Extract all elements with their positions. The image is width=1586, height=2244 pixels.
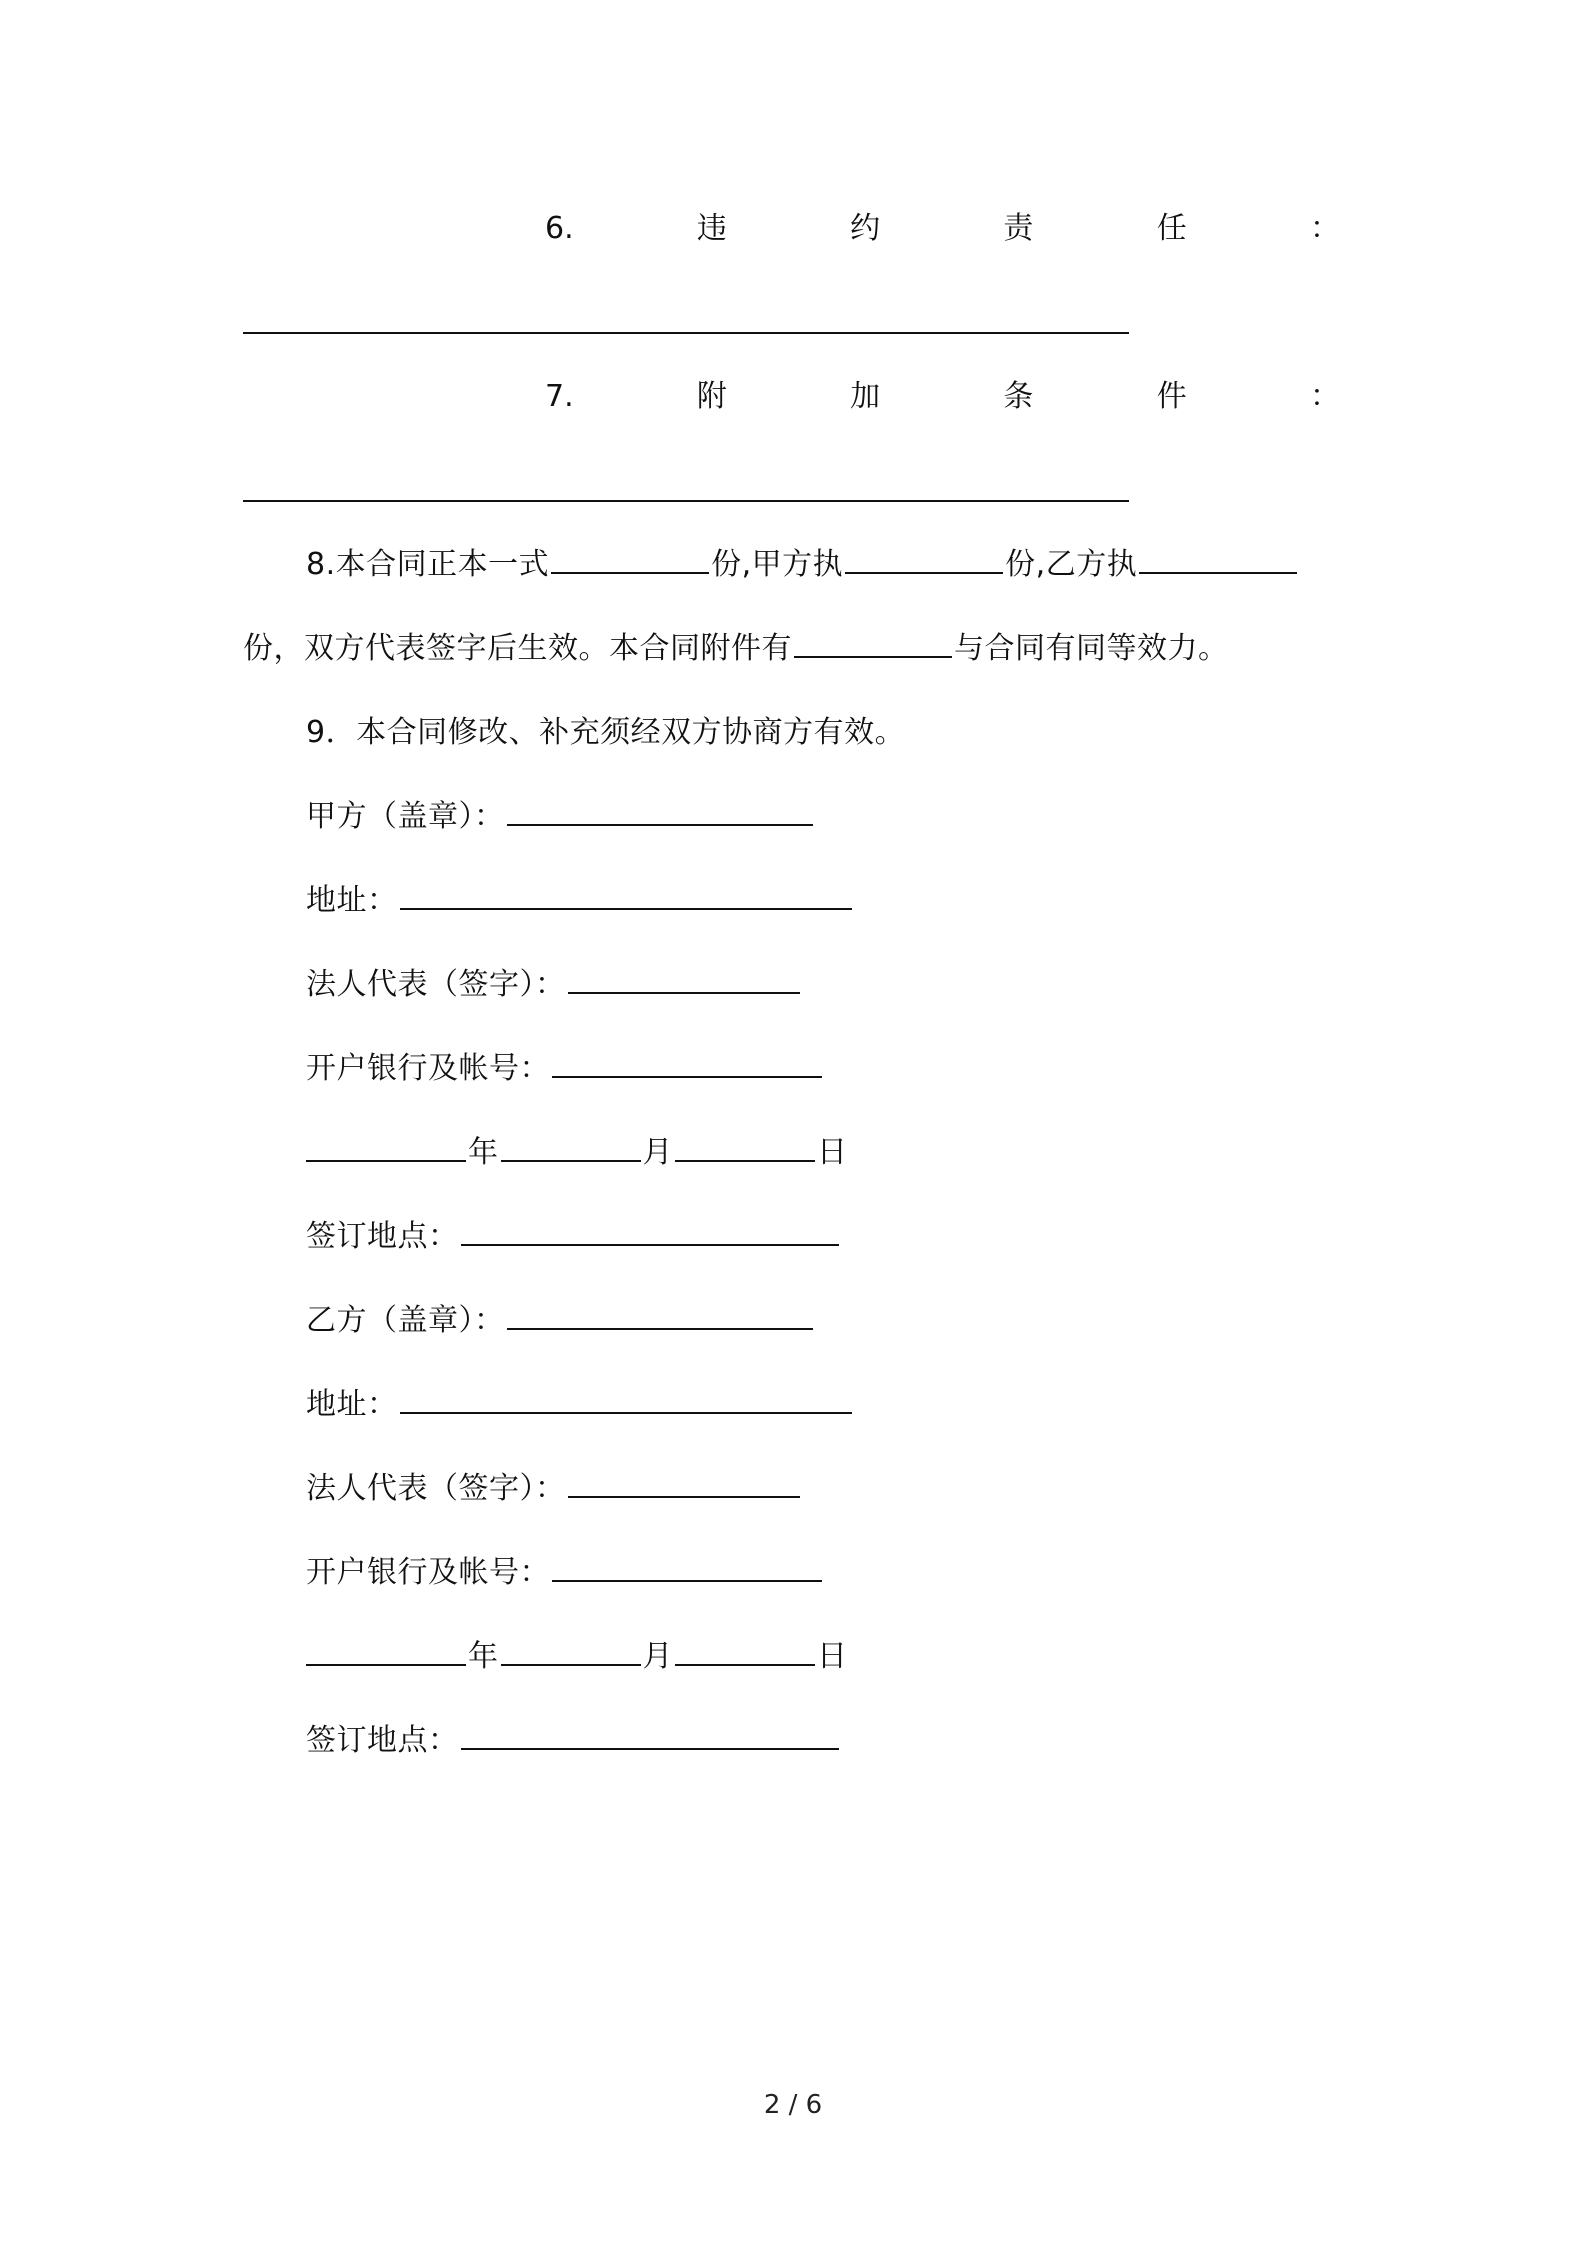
party-b-rep-blank bbox=[568, 1468, 800, 1498]
page-number: 2 / 6 bbox=[763, 2090, 823, 2120]
party-a-day-label: 日 bbox=[817, 1135, 848, 1170]
clause-8-text: 与合同有同等效力。 bbox=[954, 631, 1229, 666]
attachments-blank bbox=[794, 628, 952, 658]
copies-total-blank bbox=[551, 544, 709, 574]
party-a-rep-line bbox=[306, 963, 802, 1007]
party-b-bank-line bbox=[306, 1551, 824, 1595]
clause-6-blank-line bbox=[243, 332, 1129, 334]
party-a-seal-blank bbox=[507, 796, 813, 826]
party-a-seal-label: 甲方（盖章）： bbox=[306, 799, 505, 834]
clause-8-line-1 bbox=[306, 543, 1299, 587]
party-b-rep-label: 法人代表（签字）： bbox=[306, 1471, 566, 1506]
party-b-month-label: 月 bbox=[642, 1639, 673, 1674]
party-a-place-label: 签订地点： bbox=[306, 1219, 459, 1254]
party-a-rep-blank bbox=[568, 964, 800, 994]
party-b-bank-blank bbox=[552, 1552, 822, 1582]
party-b-copies-blank bbox=[1139, 544, 1297, 574]
party-a-seal-line bbox=[306, 795, 815, 839]
party-a-bank-blank bbox=[552, 1048, 822, 1078]
clause-8-line-2 bbox=[243, 627, 1229, 671]
party-a-address-label: 地址： bbox=[306, 883, 398, 918]
party-b-seal-blank bbox=[507, 1300, 813, 1330]
party-a-date-line bbox=[306, 1131, 848, 1175]
clause-8-text: 份，双方代表签字后生效。本合同附件有 bbox=[243, 631, 792, 666]
clause-7-blank-line bbox=[243, 500, 1129, 502]
clause-7-char: 加 bbox=[850, 379, 881, 414]
clause-6-char: 责 bbox=[1003, 211, 1034, 246]
party-a-month-label: 月 bbox=[642, 1135, 673, 1170]
party-a-day-blank bbox=[675, 1132, 815, 1162]
party-a-address-line bbox=[306, 879, 854, 923]
clause-7-char: 条 bbox=[1003, 379, 1034, 414]
party-b-day-label: 日 bbox=[817, 1639, 848, 1674]
clause-8-text: 8.本合同正本一式 bbox=[306, 547, 550, 582]
party-b-address-label: 地址： bbox=[306, 1387, 398, 1422]
clause-6-char: 任 bbox=[1156, 211, 1187, 246]
party-a-year-label: 年 bbox=[468, 1135, 499, 1170]
party-a-place-blank bbox=[461, 1216, 839, 1246]
clause-7-number: 7. bbox=[545, 379, 574, 414]
party-a-place-line bbox=[306, 1215, 841, 1259]
party-b-year-label: 年 bbox=[468, 1639, 499, 1674]
clause-7-heading bbox=[545, 375, 1340, 419]
party-b-rep-line bbox=[306, 1467, 802, 1511]
clause-7-char: ： bbox=[1309, 379, 1340, 414]
party-b-seal-line bbox=[306, 1299, 815, 1343]
party-b-place-label: 签订地点： bbox=[306, 1723, 459, 1758]
party-b-address-line bbox=[306, 1383, 854, 1427]
party-b-seal-label: 乙方（盖章）： bbox=[306, 1303, 505, 1338]
party-b-day-blank bbox=[675, 1636, 815, 1666]
party-b-month-blank bbox=[501, 1636, 641, 1666]
party-a-bank-label: 开户银行及帐号： bbox=[306, 1051, 550, 1086]
party-a-bank-line bbox=[306, 1047, 824, 1091]
clause-6-char: 约 bbox=[850, 211, 881, 246]
clause-6-char: ： bbox=[1309, 211, 1340, 246]
party-a-month-blank bbox=[501, 1132, 641, 1162]
clause-7-char: 附 bbox=[696, 379, 727, 414]
party-b-place-blank bbox=[461, 1720, 839, 1750]
clause-6-heading bbox=[545, 207, 1340, 251]
party-a-address-blank bbox=[400, 880, 852, 910]
party-b-date-line bbox=[306, 1635, 848, 1679]
party-a-rep-label: 法人代表（签字）： bbox=[306, 967, 566, 1002]
clause-6-number: 6. bbox=[545, 211, 574, 246]
party-b-place-line bbox=[306, 1719, 841, 1763]
clause-8-text: 份,乙方执 bbox=[1005, 547, 1138, 582]
clause-9: 9．本合同修改、补充须经双方协商方有效。 bbox=[306, 715, 906, 750]
party-a-year-blank bbox=[306, 1132, 466, 1162]
clause-6-char: 违 bbox=[696, 211, 727, 246]
clause-8-text: 份,甲方执 bbox=[711, 547, 844, 582]
clause-7-char: 件 bbox=[1156, 379, 1187, 414]
party-b-year-blank bbox=[306, 1636, 466, 1666]
party-a-copies-blank bbox=[845, 544, 1003, 574]
party-b-address-blank bbox=[400, 1384, 852, 1414]
party-b-bank-label: 开户银行及帐号： bbox=[306, 1555, 550, 1590]
